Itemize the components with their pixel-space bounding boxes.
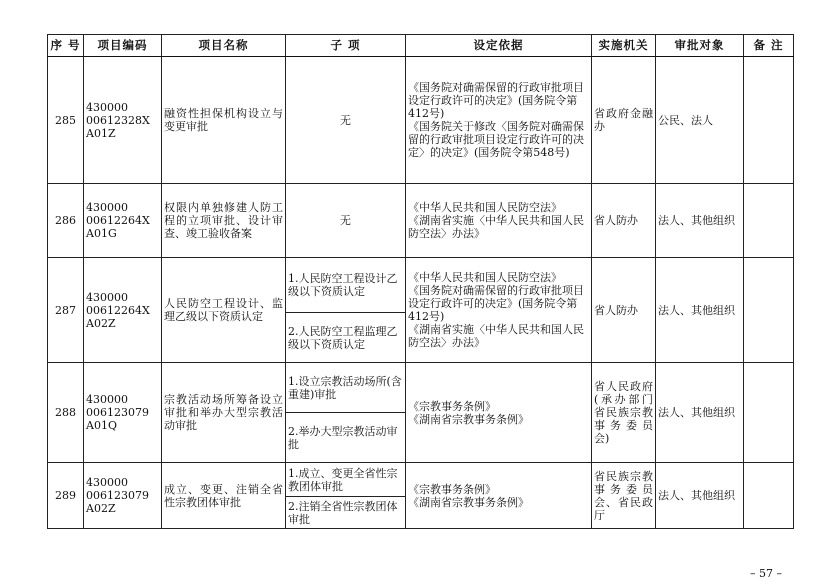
table-row: [48, 363, 794, 413]
row-basis: 《国务院对确需保留的行政审批项目设定行政许可的决定》(国务院令第412号) 《国务院关于修改〈国务院对确需保留的行政审批项目设定行政许可的决定〉的决定》(国务院令第548号): [406, 57, 592, 184]
row-remark: [744, 463, 794, 529]
row-seq: 285: [48, 57, 84, 184]
header-seq: 序 号: [48, 35, 84, 57]
header-target: 审批对象: [656, 35, 744, 57]
row-agency: 省政府金融办: [592, 57, 656, 184]
row-sub: 无: [286, 57, 406, 184]
row-basis: 《宗教事务条例》 《湖南省宗教事务条例》: [406, 363, 592, 463]
row-remark: [744, 258, 794, 363]
row-target: 公民、法人: [656, 57, 744, 184]
row-seq: 288: [48, 363, 84, 463]
table-row: [48, 57, 794, 184]
page-number: – 57 –: [750, 567, 782, 580]
row-sub: 1.人民防空工程设计乙级以下资质认定: [286, 258, 406, 313]
row-code: 430000 006123079 A01Q: [84, 363, 162, 463]
row-seq: 289: [48, 463, 84, 529]
row-target: 法人、其他组织: [656, 363, 744, 463]
row-basis: 《中华人民共和国人民防空法》 《国务院对确需保留的行政审批项目设定行政许可的决定》(国务院令第412号) 《湖南省实施〈中华人民共和国人民防空法〉办法》: [406, 258, 592, 363]
row-basis: 《中华人民共和国人民防空法》 《湖南省实施〈中华人民共和国人民防空法〉办法》: [406, 184, 592, 258]
table-row: [48, 463, 794, 497]
row-code: 430000 00612264X A01G: [84, 184, 162, 258]
header-code: 项目编码: [84, 35, 162, 57]
row-code: 430000 006123079 A02Z: [84, 463, 162, 529]
row-name: 权限内单独修建人防工程的立项审批、设计审查、竣工验收备案: [162, 184, 286, 258]
table-header-row: [48, 35, 794, 57]
header-basis: 设定依据: [406, 35, 592, 57]
row-target: 法人、其他组织: [656, 463, 744, 529]
row-sub: 无: [286, 184, 406, 258]
row-sub: 2.人民防空工程监理乙级以下资质认定: [286, 313, 406, 363]
row-name: 融资性担保机构设立与变更审批: [162, 57, 286, 184]
header-sub: 子 项: [286, 35, 406, 57]
header-remark: 备 注: [744, 35, 794, 57]
row-agency: 省人民政府(承办部门省民族宗教事务委员会): [592, 363, 656, 463]
table-row: [48, 258, 794, 313]
row-target: 法人、其他组织: [656, 184, 744, 258]
approval-items-table: [47, 34, 794, 529]
row-code: 430000 00612328X A01Z: [84, 57, 162, 184]
row-sub: 1.成立、变更全省性宗教团体审批: [286, 463, 406, 497]
header-agency: 实施机关: [592, 35, 656, 57]
row-target: 法人、其他组织: [656, 258, 744, 363]
row-sub: 2.举办大型宗教活动审批: [286, 413, 406, 463]
row-basis: 《宗教事务条例》 《湖南省宗教事务条例》: [406, 463, 592, 529]
header-name: 项目名称: [162, 35, 286, 57]
row-name: 成立、变更、注销全省性宗教团体审批: [162, 463, 286, 529]
row-code: 430000 00612264X A02Z: [84, 258, 162, 363]
row-seq: 286: [48, 184, 84, 258]
row-sub: 2.注销全省性宗教团体审批: [286, 497, 406, 529]
row-agency: 省人防办: [592, 258, 656, 363]
row-sub: 1.设立宗教活动场所(含重建)审批: [286, 363, 406, 413]
row-remark: [744, 57, 794, 184]
row-name: 宗教活动场所筹备设立审批和举办大型宗教活动审批: [162, 363, 286, 463]
row-agency: 省人防办: [592, 184, 656, 258]
row-remark: [744, 363, 794, 463]
table-row: [48, 184, 794, 258]
row-agency: 省民族宗教事务委员会、省民政厅: [592, 463, 656, 529]
row-remark: [744, 184, 794, 258]
row-name: 人民防空工程设计、监理乙级以下资质认定: [162, 258, 286, 363]
row-seq: 287: [48, 258, 84, 363]
